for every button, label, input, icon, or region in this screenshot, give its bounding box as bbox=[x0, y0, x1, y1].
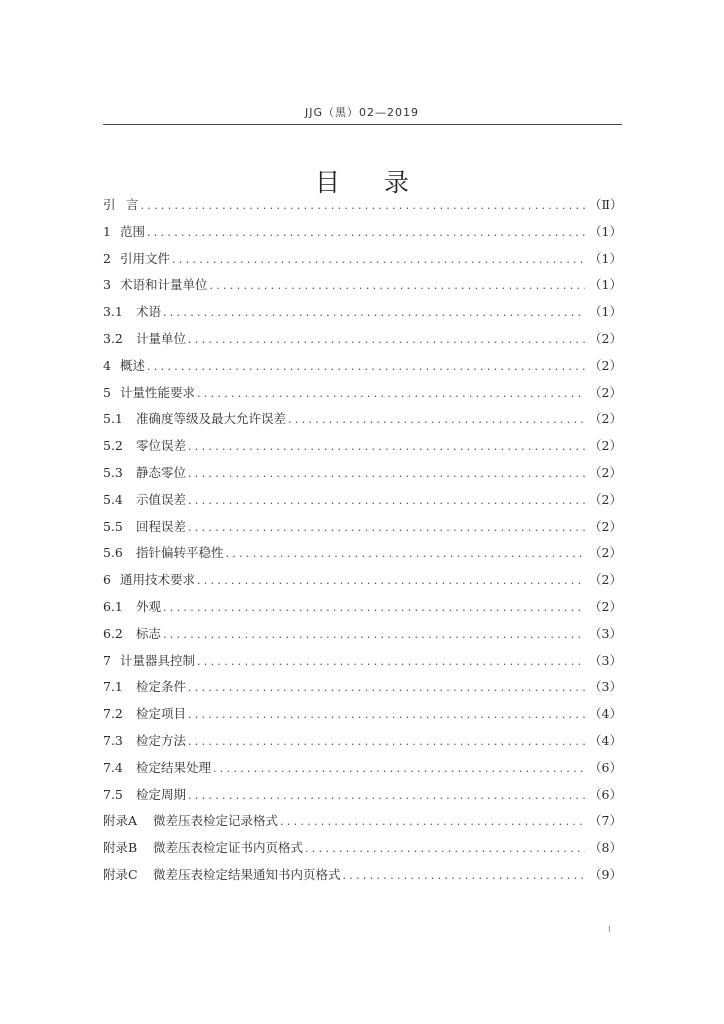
toc-leader-dots bbox=[147, 220, 585, 247]
toc-page-number: （1） bbox=[589, 250, 622, 266]
toc-page-number: （2） bbox=[589, 384, 622, 400]
toc-title: 计量性能要求 bbox=[120, 384, 196, 400]
toc-leader-dots bbox=[226, 541, 585, 568]
toc-number: 7.3 bbox=[103, 732, 123, 748]
toc-number: 5.6 bbox=[103, 545, 123, 561]
toc-title: 外观 bbox=[136, 598, 162, 614]
toc-leader-dots bbox=[188, 515, 585, 542]
toc-title: 通用技术要求 bbox=[120, 572, 196, 588]
toc-number: 2 bbox=[103, 250, 111, 266]
toc-leader-dots bbox=[188, 434, 585, 461]
toc-number: 3.2 bbox=[103, 330, 123, 346]
document-code: JJG（黑）02—2019 bbox=[304, 106, 419, 119]
toc-page-number: （6） bbox=[589, 759, 622, 775]
toc-entry-appendix-b[interactable] bbox=[103, 835, 622, 862]
toc-leader-dots bbox=[343, 863, 585, 890]
toc-number: 5.1 bbox=[103, 411, 123, 427]
toc-page-number: （2） bbox=[589, 411, 622, 427]
toc-number: 附录A bbox=[103, 813, 138, 829]
toc-title: 范围 bbox=[120, 223, 146, 239]
toc-page-number: （4） bbox=[589, 706, 622, 722]
toc-leader-dots bbox=[197, 381, 585, 408]
toc-leader-dots bbox=[147, 354, 585, 381]
toc-leader-dots bbox=[288, 407, 585, 434]
toc-title: 示值误差 bbox=[136, 491, 187, 507]
toc-leader-dots bbox=[188, 783, 585, 810]
toc-entry-3-2[interactable] bbox=[103, 326, 622, 353]
toc-entry-2[interactable] bbox=[103, 246, 622, 273]
toc-number: 3 bbox=[103, 277, 111, 293]
toc-leader-dots bbox=[210, 273, 585, 300]
toc-leader-dots bbox=[172, 247, 585, 274]
page-number-marker: I bbox=[608, 925, 611, 935]
toc-page-number: （7） bbox=[589, 813, 622, 829]
toc-entry-5[interactable] bbox=[103, 380, 622, 407]
toc-title: 静态零位 bbox=[136, 464, 187, 480]
toc-entry-5-1[interactable] bbox=[103, 406, 622, 433]
toc-page-number: （2） bbox=[589, 357, 622, 373]
toc-number: 附录B bbox=[103, 840, 138, 856]
toc-page-number: （1） bbox=[589, 277, 622, 293]
toc-page-number: （1） bbox=[589, 304, 622, 320]
toc-page-number: （2） bbox=[589, 572, 622, 588]
toc-number: 7.5 bbox=[103, 786, 123, 802]
toc-entry-appendix-a[interactable] bbox=[103, 808, 622, 835]
toc-title: 检定方法 bbox=[136, 732, 187, 748]
toc-entry-4[interactable] bbox=[103, 353, 622, 380]
toc-title: 检定周期 bbox=[136, 786, 187, 802]
toc-number: 5.3 bbox=[103, 464, 123, 480]
toc-number: 5 bbox=[103, 384, 111, 400]
toc-title: 检定结果处理 bbox=[136, 759, 212, 775]
toc-title: 概述 bbox=[120, 357, 146, 373]
toc-number: 7 bbox=[103, 652, 111, 668]
toc-page-number: （3） bbox=[589, 679, 622, 695]
toc-leader-dots bbox=[163, 622, 585, 649]
toc-title: 术语 bbox=[136, 304, 162, 320]
toc-leader-dots bbox=[197, 649, 585, 676]
toc-number: 7.1 bbox=[103, 679, 123, 695]
page-title: 目录 bbox=[314, 167, 453, 197]
toc-page-number: （Ⅱ） bbox=[589, 197, 623, 212]
toc-number: 7.2 bbox=[103, 706, 123, 722]
toc-leader-dots bbox=[188, 729, 585, 756]
toc-title: 指针偏转平稳性 bbox=[136, 545, 224, 561]
toc-entry-intro[interactable] bbox=[103, 192, 623, 219]
toc-leader-dots bbox=[188, 327, 585, 354]
toc-title: 微差压表检定证书内页格式 bbox=[153, 840, 304, 856]
toc-entry-5-3[interactable] bbox=[103, 460, 622, 487]
toc-page-number: （6） bbox=[589, 786, 622, 802]
toc-page-number: （2） bbox=[589, 464, 622, 480]
toc-page-number: （9） bbox=[589, 866, 622, 882]
toc-entry-5-2[interactable] bbox=[103, 433, 622, 460]
toc-entry-6-1[interactable] bbox=[103, 594, 622, 621]
toc-page-number: （2） bbox=[589, 438, 622, 454]
toc-entry-appendix-c[interactable] bbox=[103, 862, 622, 889]
toc-entry-7[interactable] bbox=[103, 648, 622, 675]
toc-number: 5.4 bbox=[103, 491, 123, 507]
toc-leader-dots bbox=[213, 756, 585, 783]
toc-leader-dots bbox=[141, 193, 585, 220]
toc-number: 6.1 bbox=[103, 598, 123, 614]
toc-title: 检定条件 bbox=[136, 679, 187, 695]
toc-number: 1 bbox=[103, 223, 111, 239]
toc-title: 言 bbox=[126, 197, 139, 212]
toc-page-number: （2） bbox=[589, 598, 622, 614]
toc-page-number: （2） bbox=[589, 330, 622, 346]
toc-page-number: （2） bbox=[589, 491, 622, 507]
toc-leader-dots bbox=[197, 568, 585, 595]
toc-entry-7-2[interactable] bbox=[103, 701, 622, 728]
toc-leader-dots bbox=[280, 809, 585, 836]
toc-entry-5-4[interactable] bbox=[103, 487, 622, 514]
toc-leader-dots bbox=[188, 675, 585, 702]
toc-title: 微差压表检定记录格式 bbox=[153, 813, 279, 829]
toc-title: 引用文件 bbox=[120, 250, 171, 266]
toc-entry-1[interactable] bbox=[103, 219, 622, 246]
toc-leader-dots bbox=[163, 300, 585, 327]
toc-entry-3-1[interactable] bbox=[103, 299, 622, 326]
toc-title: 准确度等级及最大允许误差 bbox=[136, 411, 287, 427]
toc-entry-7-3[interactable] bbox=[103, 728, 622, 755]
toc-title: 零位误差 bbox=[136, 438, 187, 454]
toc-page-number: （4） bbox=[589, 732, 622, 748]
toc-entry-7-4[interactable] bbox=[103, 755, 622, 782]
toc-title: 标志 bbox=[136, 625, 162, 641]
toc-leader-dots bbox=[163, 595, 585, 622]
toc-page-number: （3） bbox=[589, 652, 622, 668]
header-divider bbox=[103, 124, 622, 125]
toc-entry-5-5[interactable] bbox=[103, 514, 622, 541]
toc-number: 6 bbox=[103, 572, 111, 588]
toc-entry-6-2[interactable] bbox=[103, 621, 622, 648]
toc-number: 4 bbox=[103, 357, 111, 373]
toc-page-number: （2） bbox=[589, 545, 622, 561]
toc-number: 7.4 bbox=[103, 759, 123, 775]
toc-entry-7-1[interactable] bbox=[103, 674, 622, 701]
toc-leader-dots bbox=[188, 461, 585, 488]
toc-page-number: （2） bbox=[589, 518, 622, 534]
toc-number: 3.1 bbox=[103, 304, 123, 320]
toc-title: 微差压表检定结果通知书内页格式 bbox=[153, 866, 341, 882]
toc-number: 5.2 bbox=[103, 438, 123, 454]
toc-page-number: （8） bbox=[589, 840, 622, 856]
toc-leader-dots bbox=[188, 702, 585, 729]
toc-title: 检定项目 bbox=[136, 706, 187, 722]
toc-title: 术语和计量单位 bbox=[120, 277, 208, 293]
toc-entry-7-5[interactable] bbox=[103, 782, 622, 809]
toc-number: 附录C bbox=[103, 866, 138, 882]
toc-leader-dots bbox=[305, 836, 585, 863]
toc-entry-5-6[interactable] bbox=[103, 540, 622, 567]
toc-page-number: （3） bbox=[589, 625, 622, 641]
toc-page-number: （1） bbox=[589, 223, 622, 239]
toc-number: 5.5 bbox=[103, 518, 123, 534]
toc-title: 计量单位 bbox=[136, 330, 187, 346]
toc-entry-6[interactable] bbox=[103, 567, 622, 594]
toc-number: 6.2 bbox=[103, 625, 123, 641]
toc-title: 计量器具控制 bbox=[120, 652, 196, 668]
toc-number: 引 bbox=[103, 197, 116, 212]
toc-title: 回程误差 bbox=[136, 518, 187, 534]
toc-entry-3[interactable] bbox=[103, 272, 622, 299]
toc-leader-dots bbox=[188, 488, 585, 515]
table-of-contents bbox=[103, 192, 623, 889]
